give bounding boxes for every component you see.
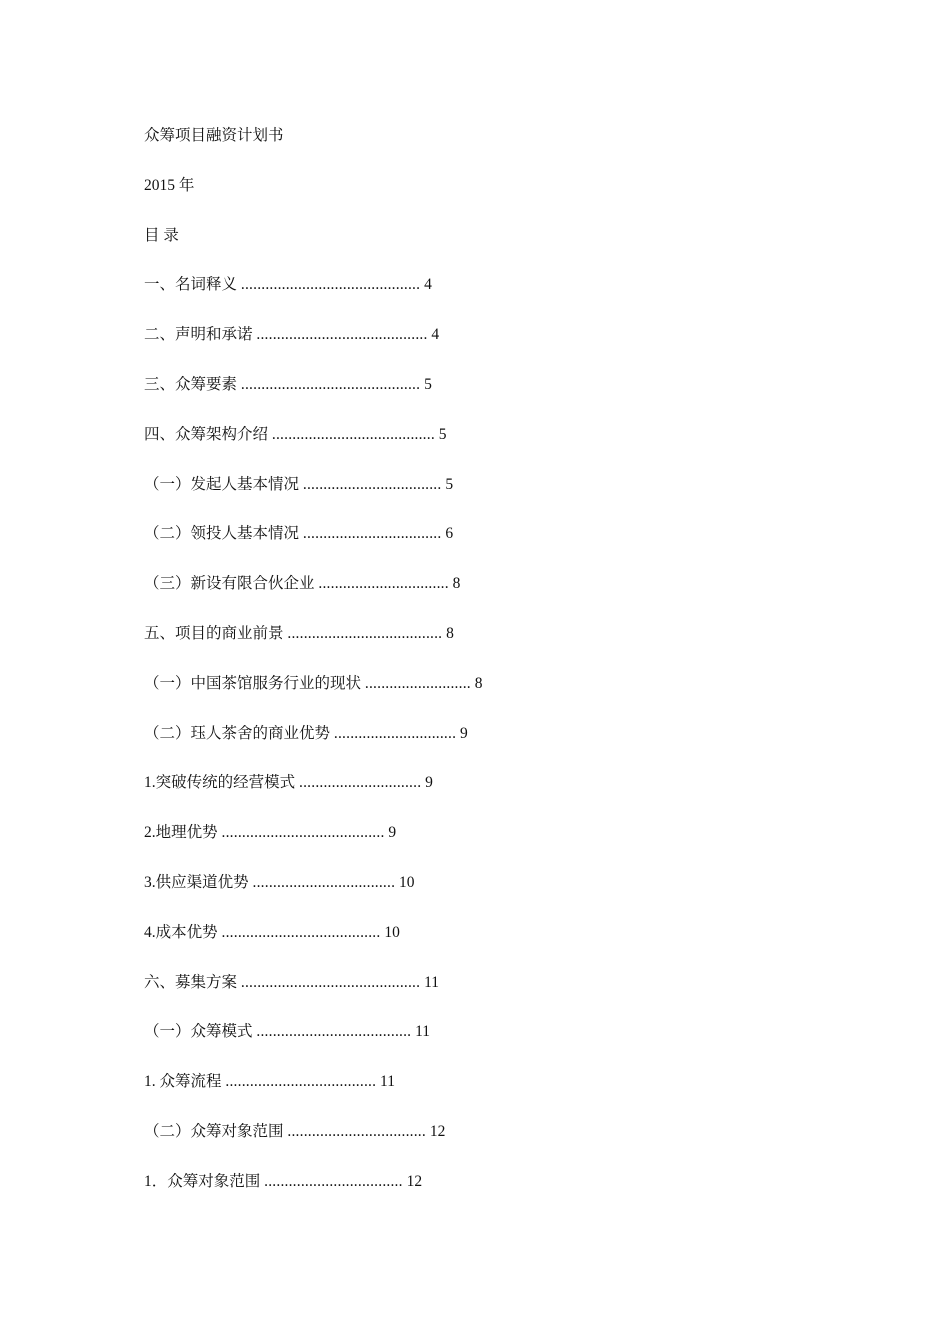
toc-entry-leader: .............................. — [333, 724, 457, 742]
toc-entry-page-number: 11 — [424, 973, 440, 991]
toc-entry-leader: .................................. — [302, 475, 442, 493]
toc-entry-label: （一）发起人基本情况 — [144, 475, 300, 493]
toc-entry-label: （一）众筹模式 — [144, 1023, 253, 1041]
toc-entry-leader: .................................. — [302, 525, 442, 543]
toc-entry[interactable] — [144, 622, 844, 672]
toc-entry-page-number: 8 — [446, 624, 454, 642]
toc-entry-label: 五、项目的商业前景 — [144, 624, 284, 642]
toc-entry-page-number: 9 — [425, 774, 433, 792]
toc-entry-page-number: 4 — [424, 276, 432, 294]
toc-entry-label: （二）珏人茶舍的商业优势 — [144, 724, 331, 742]
toc-entry-page-number: 8 — [474, 674, 483, 692]
document-title: 众筹项目融资计划书 — [144, 127, 284, 144]
document-year: 2015 年 — [144, 176, 195, 194]
document-content — [144, 124, 844, 1220]
toc-entry-label: 4.成本优势 — [144, 923, 218, 941]
toc-entry[interactable] — [144, 473, 844, 523]
toc-entry[interactable] — [144, 1020, 844, 1070]
toc-entry-label: 二、声明和承诺 — [144, 326, 253, 344]
toc-entry[interactable] — [144, 273, 844, 323]
toc-entry-label: （一）中国茶馆服务行业的现状 — [144, 674, 362, 692]
toc-entry-label: 1.突破传统的经营模式 — [144, 774, 296, 792]
toc-entry[interactable] — [144, 572, 844, 622]
toc-entry-page-number: 9 — [388, 824, 397, 842]
toc-entry[interactable] — [144, 722, 844, 772]
toc-entry[interactable] — [144, 1170, 844, 1220]
toc-entry-page-number: 4 — [431, 326, 440, 344]
toc-entry-page-number: 10 — [384, 923, 400, 941]
toc-entry[interactable] — [144, 821, 844, 871]
toc-entry-leader: ...................................... — [287, 624, 443, 642]
toc-entry-label: （二）领投人基本情况 — [144, 525, 300, 543]
toc-entry[interactable] — [144, 522, 844, 572]
toc-entry-page-number: 6 — [445, 525, 454, 543]
toc-entry-label: 四、众筹架构介绍 — [144, 425, 269, 443]
toc-entry-leader: ............................................ — [240, 375, 421, 393]
toc-entry-label: 1．众筹对象范围 — [144, 1172, 261, 1190]
toc-entry-page-number: 12 — [429, 1122, 446, 1140]
toc-entry[interactable] — [144, 921, 844, 971]
toc-entry-label: （三）新设有限合伙企业 — [144, 575, 315, 593]
toc-entry-page-number: 5 — [438, 425, 447, 443]
toc-entry[interactable] — [144, 971, 844, 1021]
toc-entry-label: 3.供应渠道优势 — [144, 873, 249, 891]
toc-entry-page-number: 5 — [445, 475, 454, 493]
toc-entry-leader: ........................................ — [221, 824, 385, 842]
toc-entry-label: 1. 众筹流程 — [144, 1073, 222, 1091]
toc-entry-label: 2.地理优势 — [144, 824, 218, 842]
toc-entry-leader: .......................... — [364, 674, 471, 692]
toc-entry-page-number: 9 — [460, 724, 468, 742]
toc-entry[interactable] — [144, 1120, 844, 1170]
toc-heading: 目 录 — [144, 226, 179, 244]
toc-entry-page-number: 5 — [424, 375, 432, 393]
toc-entry-leader: ..................................... — [225, 1073, 377, 1091]
toc-entry-leader: .............................. — [299, 774, 422, 792]
toc-entry-label: 六、募集方案 — [144, 973, 238, 991]
toc-entry[interactable] — [144, 672, 844, 722]
toc-entry-page-number: 11 — [415, 1023, 431, 1041]
toc-entry[interactable] — [144, 871, 844, 921]
toc-entry[interactable] — [144, 323, 844, 373]
table-of-contents — [144, 273, 844, 1219]
toc-entry-leader: ................................... — [252, 873, 396, 891]
toc-entry-page-number: 12 — [406, 1172, 423, 1190]
toc-entry-leader: ................................ — [318, 575, 449, 593]
toc-entry[interactable] — [144, 373, 844, 423]
toc-entry[interactable] — [144, 1070, 844, 1120]
toc-entry-label: 三、众筹要素 — [144, 375, 238, 393]
toc-entry-leader: ....................................... — [221, 923, 381, 941]
toc-entry-leader: .................................. — [264, 1172, 403, 1190]
toc-entry-page-number: 10 — [399, 873, 415, 891]
toc-entry-leader: ........................................ — [271, 425, 435, 443]
toc-entry-leader: ............................................ — [240, 973, 421, 991]
toc-entry-leader: .................................. — [287, 1122, 426, 1140]
toc-entry[interactable] — [144, 771, 844, 821]
toc-entry-leader: ...................................... — [256, 1023, 412, 1041]
toc-entry[interactable] — [144, 423, 844, 473]
toc-entry-page-number: 8 — [452, 575, 461, 593]
toc-entry-label: （二）众筹对象范围 — [144, 1122, 284, 1140]
toc-entry-page-number: 11 — [380, 1073, 395, 1091]
toc-entry-leader: .......................................... — [256, 326, 428, 344]
toc-entry-label: 一、名词释义 — [144, 276, 238, 294]
toc-entry-leader: ............................................ — [240, 276, 421, 294]
